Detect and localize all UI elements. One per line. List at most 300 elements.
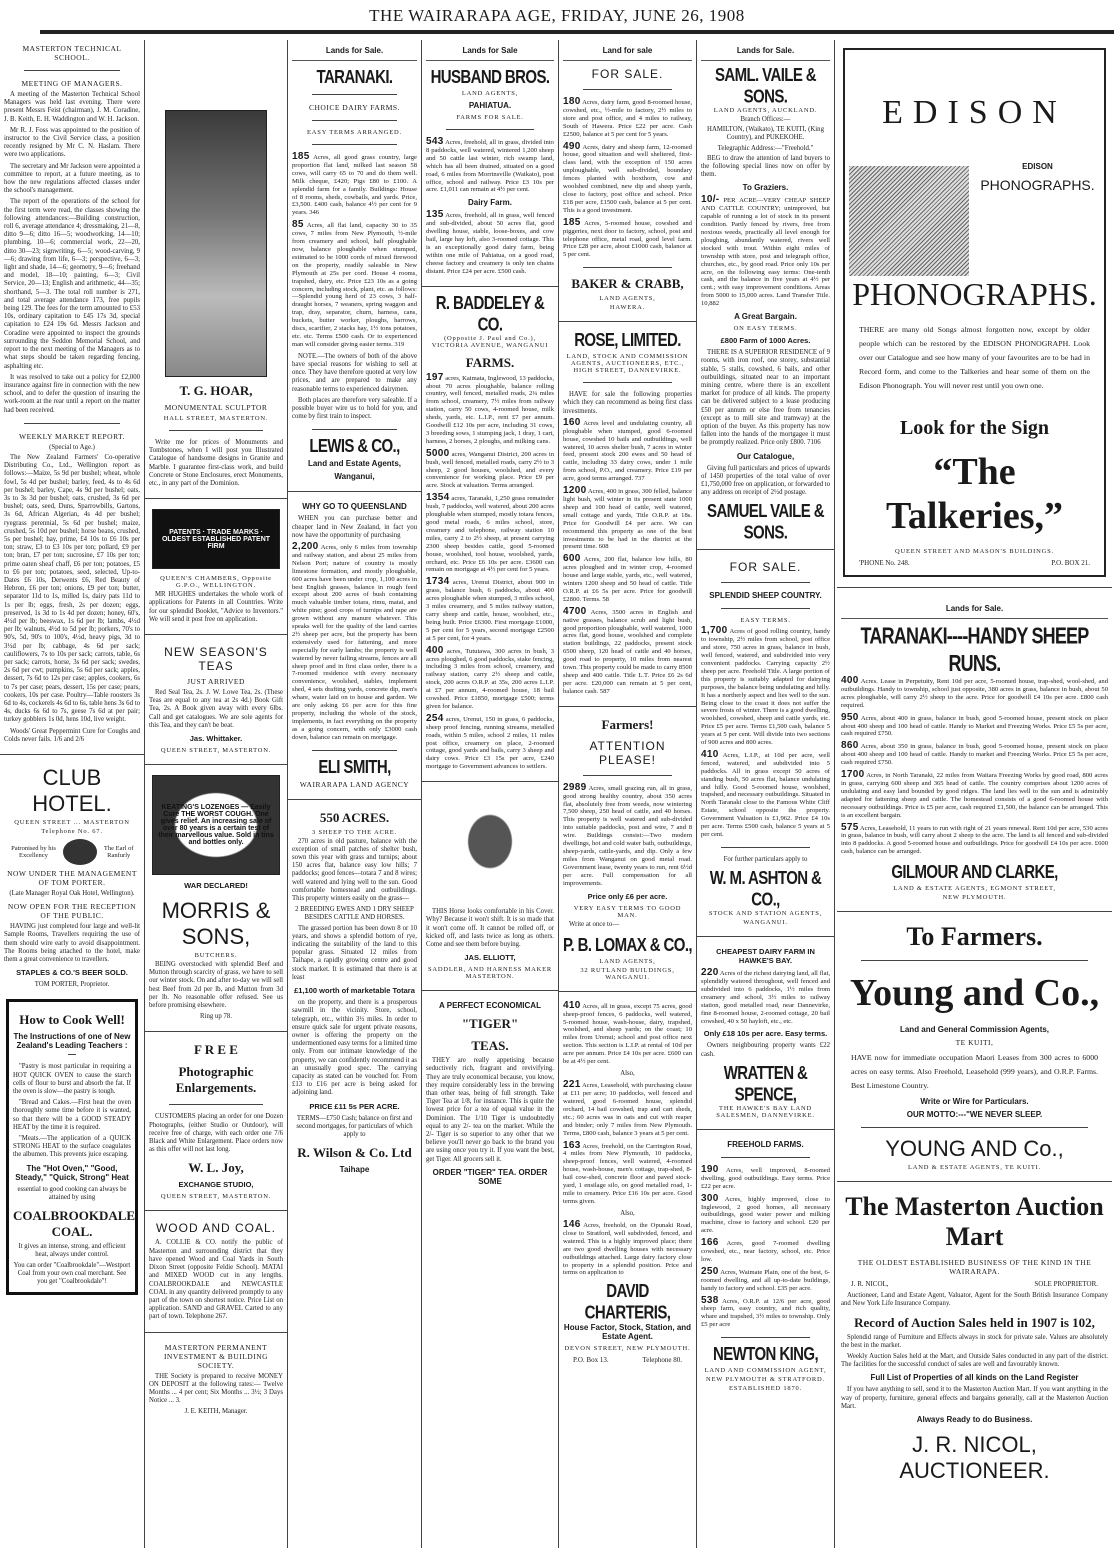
lot-listing bbox=[563, 140, 692, 215]
address-line: WANGANUI. bbox=[743, 919, 788, 927]
lot-description: Acres, about 350 in grass, balance in bush, good 5-roomed house, present stock on place about 400 sheep and 100 head of cattle. Handy to market and Freezing Works. Price £5 5s per acre, cash required £750. bbox=[841, 743, 1108, 767]
article-heading: NOW OPEN FOR THE RECEPTION OF THE PUBLIC. bbox=[7, 902, 137, 921]
subheading: EDISON bbox=[1022, 162, 1053, 171]
lot-listing bbox=[426, 644, 554, 711]
address-line: Telephone No. 67. bbox=[41, 828, 103, 836]
advertiser-name: SAMUEL VAILE & SONS. bbox=[707, 501, 824, 544]
lot-listing bbox=[701, 1192, 830, 1236]
lot-acreage: 410 bbox=[701, 748, 719, 760]
paragraph: WHEN you can purchase better and cheaper land in New Zealand, in fact you now have the opportunity of purchasing bbox=[292, 515, 417, 539]
info-left: J. R. NICOL, bbox=[851, 1280, 889, 1289]
lot-acreage: 254 bbox=[426, 712, 444, 724]
lot-listing bbox=[563, 1081, 692, 1137]
divider bbox=[422, 781, 558, 782]
info-row bbox=[859, 559, 1090, 567]
address-line: LAND & ESTATE AGENTS, EGMONT STREET, bbox=[893, 885, 1056, 893]
headline: NEW SEASON'S TEAS bbox=[164, 645, 268, 674]
paragraph: Write me for prices of Monuments and Tombstones, when I will post you Illustrated Catalogue of handsome designs in Granite and Marble. I guarantee first-class work, and build Concrete or Stone Enclosures, erect Monuments, etc., in any part of the Dominion. bbox=[149, 439, 283, 488]
lot-listing bbox=[701, 627, 830, 747]
lot-listing bbox=[841, 677, 1108, 710]
lot-acreage: 2,200 bbox=[292, 540, 319, 552]
divider bbox=[24, 423, 120, 424]
advert-headline: To Farmers. bbox=[906, 922, 1043, 952]
lot-acreage: 1354 bbox=[426, 492, 450, 504]
centered-text: 2 BREEDING EWES AND 1 DRY SHEEP BESIDES CATTLE AND HORSES. bbox=[295, 906, 414, 922]
advertiser-name: LEWIS & CO., bbox=[309, 436, 400, 458]
paragraph: HAVING just completed four large and well-lit Sample Rooms, Travellers requiring the use of them should wire early to avoid disappointment. The Rooms being attached to the hotel, make them a great convenience to travellers. bbox=[4, 923, 140, 964]
column-6 bbox=[697, 40, 835, 1548]
headline: PHONOGRAPHS. bbox=[980, 177, 1095, 193]
subheading: A PERFECT ECONOMICAL bbox=[439, 1001, 541, 1011]
address-line: NEW PLYMOUTH. bbox=[942, 894, 1007, 902]
subheading: Taihape bbox=[339, 1165, 370, 1175]
article-heading: MASTERTON TECHNICAL SCHOOL. bbox=[22, 44, 122, 62]
lot-acreage: 538 bbox=[701, 1294, 719, 1306]
lot-listing bbox=[701, 1265, 830, 1293]
paragraph: A meeting of the Masterton Technical School Managers was held last evening. There were present Messrs Feist (chairman), J. M. Coradine, J. B. Keith, E. H. Waddington and W. H. Jackson. bbox=[4, 91, 140, 123]
lot-acreage: 575 bbox=[841, 821, 859, 833]
divider bbox=[559, 991, 696, 992]
lot-description: acres, Taranaki, 1,250 grass remainder bush, 7 paddocks, well watered, about 200 acres ploughable when stumped, mostly totara fences, good metal roads, 6 miles school, store, creamery and telephone, railway station 10 miles, carry 2 to 2½ sheep, at present carrying 2300 sheep besides cattle, good 5-roomed house, woolshed, tool house, woolshed, yards, orchard, etc. Price £6 10s per acre. £3600 can remain on mortgage at 4½ per cent for 5 years. bbox=[426, 495, 554, 574]
lot-listing bbox=[563, 781, 692, 888]
lot-acreage: 190 bbox=[701, 1163, 719, 1175]
address-line: FARMS FOR SALE. bbox=[456, 114, 524, 121]
divider bbox=[145, 1031, 287, 1032]
address-line: DEVON STREET, NEW PLYMOUTH. bbox=[564, 1345, 691, 1353]
paragraph: BEING overstocked with splendid Beef and Mutton through scarcity of grass, we have to sell our winter stock. On and after to-day we will sell best Beef from 2d per lb, and Mutton from 3d per lb. No reasonable offer refused. See us before promising elsewhere. bbox=[149, 961, 283, 1010]
centered-text: It gives an intense, strong, and efficient heat, always under control. bbox=[18, 1243, 126, 1259]
address-line: VERY EASY TERMS TO GOOD MAN. bbox=[573, 904, 682, 919]
lot-acreage: 146 bbox=[563, 1218, 581, 1230]
address-line: NEW PLYMOUTH & STRATFORD. bbox=[706, 1376, 825, 1384]
lot-description: Acres, highly improved, close to Inglewood, 2 good homes, all necessary outbuildings, good water power and milking machine, close to factory and school. £20 per acre. bbox=[701, 1195, 830, 1235]
paragraph: THE Society is prepared to receive MONEY ON DEPOSIT at the following rates:— Twelve Months ... 4 per cent; Six Months ... 3½; 3 Days Notice ... 3. bbox=[149, 1372, 283, 1405]
divider bbox=[312, 94, 397, 95]
bold-line: Price only £6 per acre. bbox=[587, 891, 668, 901]
article-heading: TE KUITI, bbox=[955, 1038, 994, 1048]
lot-description: acres, Urenui, 150 in grass, 6 paddocks, sheep proof fencing, running streams, metalled roads, within 5 miles, school 2 miles, 11 miles post office, creamery on place, 2-roomed cottage, good yards and bails, carry 3 sheep and dairy cows. Price £3 15s per acre, £240 mortgage to Government advances to settlers. bbox=[426, 715, 554, 771]
divider bbox=[312, 429, 397, 430]
address-line: STOCK AND STATION AGENTS, bbox=[708, 910, 823, 918]
headline: F R E E bbox=[194, 1042, 238, 1058]
divider bbox=[837, 587, 1112, 588]
divider bbox=[697, 1129, 834, 1130]
lot-listing bbox=[563, 98, 692, 139]
divider bbox=[583, 267, 672, 268]
divider bbox=[837, 911, 1112, 912]
lot-acreage: 220 bbox=[701, 967, 719, 979]
lot-acreage: 5000 bbox=[426, 447, 450, 459]
advertiser-name: R. BADDELEY & CO. bbox=[435, 292, 545, 335]
address-line: (Opposite J. Paul and Co.), VICTORIA AVENUE, WANGANUI bbox=[431, 334, 549, 349]
divider bbox=[288, 799, 421, 800]
advertiser-name: TARANAKI. bbox=[316, 66, 393, 89]
headline: FOR SALE. bbox=[729, 560, 802, 575]
article-heading: WAIRARAPA LAND AGENCY bbox=[299, 779, 410, 789]
address-line: LAND AGENTS, bbox=[599, 957, 656, 965]
display-headline: PHONOGRAPHS. bbox=[852, 276, 1097, 312]
lot-listing bbox=[841, 771, 1108, 819]
centered-text: Also, bbox=[620, 1069, 635, 1077]
display-headline: “The Talkeries,” bbox=[886, 451, 1063, 537]
headline: W. L. Joy, bbox=[188, 1160, 244, 1176]
divider bbox=[697, 936, 834, 937]
lot-acreage: 135 bbox=[426, 209, 444, 221]
patron-right: The Earl of Ranfurly bbox=[103, 845, 134, 860]
paragraph: The New Zealand Farmers' Co-operative Distributing Co., Ltd., Wellington report as follows:—Maize, 5s 9d per bushel; wheat, whole fowl, 5s 4d per bushel; barley, feed, 4s to 4s 6d per bushel; barley, Cape, 4s 9d per bushel; oats, 3s to 3s 3d per bushel; oats, crushed, 3s 6d per bushel; oats, seed, Duns, Sparrowbills, Gartons, 3s 6d, African Algerian, 4s 4d per bushel; ryegrass perennial, 5s 6d per bushel; maize, crushed, 5s 10d per bushel; horse beans, crushed, 5s per bushel; hay, prime, £4 10s to £6 10s per ton; straw, £3 to £3 10s per ton; pollard, £9 per ton; bran, £7 per ton; sucrosine, £7 10s per ton; prime oaten sheaf chaff, £6 per ton; potatoes, £5 to £6 per ton; potatoes, seed, selected, Up-to-Dates £6 10s, Derwents £6, Red Beauty of Hebron, £6 per ton; onions, £9 per ton; butter, separator 11d to 1s, milled 1s, dairy pats 11d to 1s per lb; eggs, fresh, 2s per dozen; eggs, preserved, 1s 3d to 1s 4d per dozen; honey, 60's, 4½d per lb; beeswax, 1s 6d per lb; lambs, 4½d per lb; walnuts, 4½d to 5d per lb; porkers, 70's to 90's, 5d, 90's to 100's, 4½d, heavy pigs, 3d to 3½d per lb; cabbage, 4s 6d per sack; cauliflowers, 7s to 10s per sack; carrots, table, 6s per sack; carrots, horse, 3s 6d per sack; swedes, 2s 6d per cwt; pumpkins, 5s 6d per sack; apples, dessert, 7s 6d to 12s per case; apples, cookers, 6s to 7s per case; pears, dessert, 15s per case; pears, cookers, 10s per case. Poultry—Table roosters 3s 6d to 4s, cockerels 4s 6d to 6s, table hens 3s 6d to 4s, ducks 6s 6d to 7s, geese 7s 6d at per pair; turkey gobblers 1s 0d, hens 10d, live weight. bbox=[4, 453, 140, 724]
info-right: SOLE PROPRIETOR. bbox=[1034, 1280, 1098, 1289]
patron-left: Patronised by his Excellency bbox=[11, 845, 56, 860]
paragraph: Giving full particulars and prices of upwards of 1450 properties of the total value of over £1,750,000 free on application, or forwarded to any address on receipt of 2½d postage. bbox=[701, 464, 830, 497]
subheading: WHY GO TO QUEENSLAND bbox=[302, 502, 407, 512]
bold-line: EXCHANGE STUDIO, bbox=[178, 1180, 254, 1190]
lot-acreage: 250 bbox=[701, 1265, 719, 1277]
divider bbox=[721, 1157, 810, 1158]
address-line: QUEEN STREET, MASTERTON. bbox=[160, 747, 272, 755]
lot-description: Acres, small grazing run, all in grass, good strong healthy country, about 350 acres flat, absolutely free from weeds, now wintering 7,500 sheep, 250 head of cattle, and 40 horses. This property is well watered and sub-divided into suitable paddocks, post and wire, 7 and 8 wire. Buildings consist:—Two modern dwellings, hot and cold water bath, outbuildings, sheep-yards, cattle-yards, and dip. Only a few miles from Wanganui on good metal road. Government lease, twenty years to run, rent 6½d per acre. Full compensation for all improvements. bbox=[563, 784, 692, 887]
lot-description: Acres, Waimate Plain, one of the best, 6-roomed dwelling, and all up-to-date buildings, handy to factory and school. £35 per acre. bbox=[701, 1268, 830, 1292]
section-label: Lands for Sale. bbox=[841, 598, 1108, 619]
paragraph: HAVE for sale the following properties which they can recommend as being first class investments. bbox=[563, 391, 692, 415]
info-right: Telephone 80. bbox=[642, 1356, 682, 1365]
advertiser-name: DAVID CHARTERIS, bbox=[584, 1281, 671, 1324]
divider bbox=[697, 549, 834, 550]
lot-acreage: 166 bbox=[701, 1237, 719, 1249]
keatings-lozenges-ad: KEATING'S LOZENGES — Easily Cure THE WORST COUGH. One gives relief. An increasing sale of over 80 years is a certain test of their marvellous value. Sold in tins and bottles only. bbox=[152, 775, 280, 875]
lot-listing bbox=[426, 447, 554, 491]
lot-listing bbox=[701, 196, 830, 308]
address-line: QUEEN STREET ... MASTERTON bbox=[14, 819, 130, 827]
paragraph: THIS Horse looks comfortable in his Cover. Why? Because it won't shift. It is so made that it won't come off. It cannot be rolled off, or kicked off, and lasts twice as long as others. Come and see them before buying. bbox=[426, 908, 554, 948]
lot-description: Acres, 400 in grass, 300 felled, balance light bush, will winter in its present state 1000 sheep and 100 head of cattle, well watered, small cottage and yards, Title O.R.P. at 18s. Price for Goodwill £4 per acre. We can recommend this property as one of the best investments to be had in the district at the present time. 608 bbox=[563, 488, 692, 551]
lot-description: acres, Wanganui District, 200 acres in bush, well fenced, metalled roads, carry 2½ to 3 sheep, 2 good houses, woolshed, and every convenience for working place. Price £9 per acre. Stock at valuation. Terms arranged. bbox=[426, 450, 554, 490]
lot-description: Acres, L.I.P., at 10d per acre, well fenced, watered, and subdivided into 5 paddocks. All in grass except 50 acres of standing bush, 50 acres flat, balance undulating and hilly. Good 5-roomed house, woolshed, trapshed, and necessary outbuildings. Situated in North Taranaki close to the Famous White Cliff Estate, school opposite the property. Government Valuation is £1,962. Price £4 10s per acre. Terms £500 cash, balance 5 years at 5 per cent. bbox=[701, 751, 830, 839]
advertiser-name: ROSE, LIMITED. bbox=[574, 330, 681, 352]
paragraph: Splendid range of Furniture and Effects always in stock for private sale. Values are absolutely the best in the market. bbox=[841, 1333, 1108, 1349]
royal-crest-icon bbox=[63, 839, 97, 865]
subheading: Dairy Farm. bbox=[467, 198, 513, 208]
headline: Record of Auction Sales held in 1907 is 102, bbox=[854, 1314, 1095, 1330]
centered-text: Ring up 78. bbox=[200, 1013, 232, 1021]
lot-listing bbox=[292, 540, 417, 742]
divider bbox=[837, 1181, 1112, 1182]
lot-listing bbox=[841, 821, 1108, 857]
subheading: Write or Wire for Particulars. bbox=[920, 1097, 1029, 1107]
centered-text: For further particulars apply to bbox=[723, 855, 808, 863]
headline: Look for the Sign bbox=[899, 417, 1050, 439]
info-left: P.O. Box 13. bbox=[573, 1356, 609, 1365]
address-line: BUTCHERS. bbox=[194, 952, 238, 960]
divider bbox=[559, 706, 696, 707]
article-heading: MONUMENTAL SCULPTOR bbox=[164, 403, 268, 412]
divider bbox=[861, 1127, 1088, 1128]
newspaper-masthead: THE WAIRARAPA AGE, FRIDAY, JUNE 26, 1908 bbox=[369, 6, 745, 25]
lot-description: Acres, all in grass, except 75 acres, good sheep-proof fences, 6 paddocks, well watered, 5-roomed house, wash-house, dairy, trapshed, woolshed, and sheep yards; on the coast; 10 miles from Urenui; school and post office next section. This section is L.I.P. at rental of 10d per acre per annum. Price £4 10s per acre. £600 can be at 4½ per cent. bbox=[563, 1002, 692, 1066]
lot-acreage: 1700 bbox=[841, 769, 865, 781]
lot-listing bbox=[563, 216, 692, 260]
column-7 bbox=[835, 40, 1114, 1548]
centered-text: HAMILTON, (Waikato), TE KUITI, (King Country), and PUKEKOHE. bbox=[707, 126, 824, 142]
centered-text: Branch Offices:— bbox=[740, 116, 791, 123]
lot-acreage: 163 bbox=[563, 1139, 581, 1151]
lot-acreage: 185 bbox=[563, 216, 581, 228]
lot-listing bbox=[841, 711, 1108, 739]
divider bbox=[721, 847, 810, 848]
paragraph: The report of the operations of the school for the first term were read, the classes showing the following attendances:—Building construction, roll 6, average attendance 4; dressmaking, 21—8, ditto 9—6; ditto 16—5; woodworking, 14—10; plumbing, 10—6; commercial work, 22—20, ditto 30—23; signwriting, 6—5; wood-carving, 9—6; drawing from life, 6—3; perspective, 6—3; light and shade, 14—6; geometry, 9—6; freehand and model, 18—10; painting, 6—3; Civil Service, 20—13; English and arithmetic, 44—35; shorthand, 5—3. The total roll number is 271, and total average attendance 173, free pupils being 129. The fees for the term amounted to £53 10s, ordinary capitation to £45 17s 3d, special capitation to £24 19s 6d. Messrs Jackson and Coradine were appointed to inspect the grounds surrounding the Seddon Memorial School, and report to the next meeting of the Managers as to what steps should be taken regarding fencing, asphalting etc. bbox=[4, 198, 140, 370]
lot-listing bbox=[563, 487, 692, 551]
paragraph: THERE are many old Songs almost forgotten now, except by older people which can be restored by the EDISON PHONOGRAPH. Look over our Catalogue and see how many of your favourites are to be had in Record form, and come to the Talkeries and hear some of them on the Edison Phonograph. You will never rest until you own one. bbox=[859, 325, 1090, 390]
paragraph: Both places are therefore very saleable. If a possible buyer wire us to hold for you, and come by first train to inspect. bbox=[292, 396, 417, 421]
bold-line: CHEAPEST DAIRY FARM IN HAWKE'S BAY. bbox=[716, 947, 815, 966]
advertiser-name: CLUB HOTEL. bbox=[32, 765, 112, 817]
column-3 bbox=[288, 40, 422, 1548]
paragraph: The grassed portion has been down 8 or 10 years, and shows a splendid bottom of rye, indicating the suitability of the land to this popular grass. Situated 12 miles from Taihape, a rapidly growing centre and good stock market. It is estimated that there is at least bbox=[292, 924, 417, 981]
lot-acreage: 10/- bbox=[701, 194, 720, 206]
section-label: Lands for Sale bbox=[426, 40, 554, 61]
divider bbox=[446, 129, 534, 130]
divider bbox=[559, 321, 696, 322]
paragraph: THEY are really appetising because seductively rich, fragrant and revivifying. They are truly economical because, you know, they require considerably less in the brewing than other teas, being of full strength. Take Tiger Tea at 1/8, for instance. This is quite the lowest price for a tea of equal value in the Dominion. The 1/10 Tiger is undoubtedly equal to any 2/- tea on the market. While the 2/- Tiger is so superior to any other that we believe you'll never go back to the brand you are using once you try it. If you want the best, get Tiger. All grocers sell it. bbox=[426, 1057, 554, 1163]
subheading: ORDER "TIGER" TEA. ORDER SOME bbox=[432, 1167, 548, 1186]
lot-listing bbox=[292, 153, 417, 217]
paragraph: "Pastry is most particular in requiring a HOT QUICK OVEN to cause the starch cells of flour to burst and absorb the fat. If the oven is slow—the pastry is tough. bbox=[13, 1063, 131, 1096]
address-line: QUEEN STREET AND MASON'S BUILDINGS. bbox=[895, 548, 1054, 555]
lot-acreage: 490 bbox=[563, 140, 581, 152]
advertiser-name: MORRIS & SONS, bbox=[161, 898, 271, 950]
lot-acreage: 410 bbox=[563, 999, 581, 1011]
lot-listing bbox=[426, 211, 554, 275]
lot-description: Acres, dairy and sheep farm, 12-roomed house, good situation and well sheltered, first-class land, with the exception of 150 acres unploughable, well sub-divided, boundary fences planted with boxthorn, cow and woolshed combined, new dip and sheep yards, close to factory, post office and school. Price £18 per acre, £1500 cash, balance at 5 per cent. This is a good investment. bbox=[563, 143, 692, 214]
subheading: To Graziers. bbox=[742, 183, 789, 193]
subheading: Always Ready to do Business. bbox=[916, 1414, 1033, 1424]
divider bbox=[422, 286, 558, 287]
divider bbox=[583, 382, 672, 383]
lot-acreage: 400 bbox=[841, 675, 859, 686]
headline: "TIGER" bbox=[461, 1016, 519, 1032]
lot-listing bbox=[563, 605, 692, 696]
headline: TEAS. bbox=[471, 1038, 509, 1054]
address-line: QUEEN STREET, MASTERTON. bbox=[160, 1193, 272, 1201]
bold-line: STAPLES & CO.'S BEER SOLD. bbox=[16, 968, 128, 978]
coalbrookdale-advertisement bbox=[6, 999, 138, 1295]
lot-description: Acres, good 7-roomed dwelling cowshed, etc., near factory, school, etc. Price low. bbox=[701, 1240, 830, 1263]
paragraph: A. COLLIE & CO. notify the public of Masterton and surrounding district that they have opened Wood and Coal Yards in South Dixon Street (opposite Feldie School). MATAI and MIXED WOOD cut in any lengths. COALBROOKDALE and NEWCASTLE COAL in any quantity delivered promptly to any part of the town on shortest notice. Price List on application. SAND and GRAVEL Carted to any part of town. Telephone 267. bbox=[149, 1239, 283, 1321]
lot-description: Acres, Leasehold, with purchasing clause at £11 per acre; 10 paddocks, well fenced and watered, good 6-roomed house, splendid orchard, 14 bail cowshed, trap and cart sheds, etc.; 60 acres was in oats and cut with reaper and binder; only 7 miles from New Plymouth. Terms, £800 cash, balance 3 years at 5 per cent. bbox=[563, 1082, 692, 1137]
centered-text: essential to good cooking can always be attained by using bbox=[17, 1185, 127, 1201]
lot-description: acres, Urenui District, about 900 in grass, balance bush, 6 paddocks, about 400 acres ploughable when stumped, 3 miles school, 3 miles creamery, and 5 miles railway station, carry sheep and cattle, house, woolshed, etc., being built. Price £6300. First mortgage £1000, 5 per cent for 5 years, second mortgage £2500 at 5 per cent, for 4 years. bbox=[426, 579, 554, 642]
paragraph: Write at once to— bbox=[569, 920, 620, 928]
centered-text: TERMS—£750 Cash; balance on first and second mortgages, for particulars of which apply to bbox=[296, 1114, 413, 1138]
lot-description: Acres, about 400 in grass, balance in bush, good 5-roomed house, present stock on place about 400 sheep and 100 head of cattle. Handy to Market and Freezing Works. Price £5 5s per acre, cash required £750. bbox=[841, 714, 1108, 738]
paragraph: Owners neighbouring property wants £22 cash. bbox=[701, 1042, 830, 1058]
centered-text: J. E. KEITH, Manager. bbox=[184, 1408, 248, 1416]
divider bbox=[169, 430, 263, 431]
lot-listing bbox=[701, 1294, 830, 1330]
lot-listing bbox=[701, 748, 830, 839]
lot-acreage: 160 bbox=[563, 416, 581, 428]
paragraph: Weekly Auction Sales held at the Mart, and Outside Sales conducted in any part of the district. The facilities for the successful conduct of sales are well and favourably known. bbox=[841, 1352, 1108, 1369]
subheading: Land and Estate Agents, bbox=[307, 459, 402, 469]
lot-description: PER ACRE—VERY CHEAP SHEEP AND CATTLE COUNTRY; unimproved, but capable of running a lot of stock in its present condition. Partly fenced by rivers, free from noxious weeds, practically all level enough for ploughing, abundantly watered, rivers well stocked with trout. Within eight miles of township with store, post and telegraph office, churches, etc., by good road. Price only 10s per acre, on the following easy terms: One-tenth cash, and the balance in five years at 4½ per cent.; with easy improvement conditions. Areas from 5000 to 15,000 acres. Land Transfer Title. 10,882 bbox=[701, 197, 830, 308]
headline: WOOD AND COAL. bbox=[155, 1221, 276, 1236]
address-line: LAND, STOCK AND COMMISSION AGENTS, AUCTIONEERS, ETC., HIGH STREET, DANNEVIRKE. bbox=[566, 353, 689, 375]
advert-headline: The Masterton Auction Mart bbox=[845, 1192, 1104, 1252]
paragraph: Mr R. J. Foss was appointed to the position of instructor to the Civil Service class, a position recently resigned by Mr C. N. Haslam. There were two applications. bbox=[4, 126, 140, 159]
info-row bbox=[573, 1356, 682, 1364]
edison-advertisement bbox=[843, 48, 1106, 577]
address-line: ON EASY TERMS. bbox=[733, 325, 798, 333]
lot-acreage: 400 bbox=[426, 644, 444, 656]
address-line: LAND AGENTS, bbox=[461, 90, 519, 97]
headline: BAKER & CRABB, bbox=[571, 276, 684, 292]
lot-description: Acres, well improved, 8-roomed dwelling, good outbuildings. Easy terms. Price £22 per acre. bbox=[701, 1166, 830, 1190]
lot-listing bbox=[426, 712, 554, 771]
lot-listing bbox=[701, 1239, 830, 1264]
divider bbox=[312, 750, 397, 751]
lot-acreage: 1734 bbox=[426, 576, 450, 588]
advertiser-name: W. M. ASHTON & CO., bbox=[709, 867, 822, 911]
divider bbox=[288, 491, 421, 492]
lot-description: Acres of good rolling country, handy to township, 2½ miles from school, post office and store, 750 acres in grass, balance in bush, well fenced, watered, and subdivided into very convenient paddocks. Carrying capacity 2½ sheep per acre. Freehold Title. A large portion of this property is suitably adapted for dairying purposes, the balance being undulating and hilly. It has a northerly aspect and lies well to the sun. Being close to the coast it does not suffer the severe frosts of winter. There is a good dwelling, woolshed, cowshed, sheep and cattle yards, etc. Price £5 per acre. Terms £1,500 cash, balance 5 years at 5 per cent. Will divide into two sections of 900 acres and 800 acres. bbox=[701, 628, 830, 747]
column-4 bbox=[422, 40, 559, 1548]
lot-description: Acres, 3500 acres in English and native grasses, balance scrub and light bush, good proportion ploughable, well watered, 1000 acres flat, good house, woolshed and complete station buildings, 22 paddocks, present stock 6500 sheep, 120 head of cattle and 40 horses, good road to property, 10 miles from nearest town. This property could be made to carry 8500 sheep and 400 cattle. Title L.T. Price £6 2s 6d per acre. £20,000 can remain at 5 per cent, balance cash. 587 bbox=[563, 608, 692, 695]
info-left: 'PHONE No. 248. bbox=[859, 559, 910, 567]
paragraph: Red Seal Tea, 2s. J. W. Lowe Tea, 2s. (These Teas are equal to any tea at 2s 4d.) Book Gift Tea, 2s. A Book given away with every 6lbs. Call and get catalogues. We are sole agents for this Tea, and they can't be beat. bbox=[149, 689, 283, 729]
centered-text: TOM PORTER, Proprietor. bbox=[34, 981, 110, 989]
paragraph: MR HUGHES undertakes the whole work of applications for Patents in all Countries. Write for our splendid Booklet, "Advice to Inventors." We will send it post free on application. bbox=[149, 591, 283, 623]
address-line: SADDLER, AND HARNESS MAKER MASTERTON. bbox=[427, 966, 553, 981]
subheading: SPLENDID SHEEP COUNTRY. bbox=[709, 591, 822, 601]
advertiser-name: HUSBAND BROS. bbox=[430, 66, 550, 89]
subheading: Wanganui, bbox=[334, 472, 375, 482]
divider bbox=[312, 120, 397, 121]
lot-listing bbox=[563, 1139, 692, 1206]
bold-line: £800 Farm of 1000 Acres. bbox=[720, 336, 811, 346]
address-line: ESTABLISHED 1870. bbox=[728, 1385, 803, 1393]
horse-cover-illustration bbox=[440, 792, 540, 902]
bold-line: Jas. Whittaker. bbox=[189, 734, 243, 744]
subheading: House Factor, Stock, Station, and Estate Agent. bbox=[563, 1323, 692, 1342]
headline: Photographic Enlargements. bbox=[175, 1064, 257, 1096]
centered-text: (Late Manager Royal Oak Hotel, Wellington). bbox=[9, 890, 135, 898]
divider bbox=[861, 960, 1088, 961]
bold-line: £1,100 worth of marketable Totara bbox=[294, 986, 415, 996]
lot-description: Acres of the richest dairying land, all flat, splendidly watered throughout, well fenced and subdivided into 6 paddocks, 1½ miles from creamery and school, 3½ miles to railway station, good metalled road, near Dannevirke, fine 8-roomed house, 2-roomed cottage, 20 bail cowshed, 40 x 50 hayloft, etc., etc. bbox=[701, 970, 830, 1025]
divider bbox=[169, 1104, 263, 1105]
lot-acreage: 4700 bbox=[563, 605, 587, 617]
advert-headline: TARANAKI----HANDY SHEEP RUNS. bbox=[860, 622, 1089, 676]
subheading: FREEHOLD FARMS. bbox=[727, 1139, 804, 1149]
advertiser-name: SAML. VAILE & SONS. bbox=[714, 64, 817, 108]
lot-description: Acres, freehold, all in grass, divided into 8 paddocks, well watered, wintered 1,200 sheep and 50 cattle last winter, rich swamp land, which has all been drained, situated on a good road, 6 miles from Morrinsville (Waikato), post office, school and railway. Price £3 10s per acre. £1,011 can remain at 4½ per cent. bbox=[426, 139, 554, 194]
address-line: THE HAWKE'S BAY LAND SALESMEN, DANNEVIRKE. bbox=[716, 1104, 815, 1119]
column-1 bbox=[0, 40, 145, 1548]
centered-text: (Special to Age.) bbox=[49, 443, 95, 451]
article-heading: CHOICE DAIRY FARMS. bbox=[309, 103, 400, 112]
centered-text: Telegraphic Address:—"Freehold." bbox=[717, 144, 814, 152]
masthead-rule bbox=[40, 30, 1114, 34]
section-label: Land for sale bbox=[563, 40, 692, 61]
address-line: LAND & ESTATE AGENTS, TE KUITI. bbox=[907, 1164, 1042, 1172]
address-line: LAND AGENTS, bbox=[599, 295, 656, 303]
info-right: P.O. BOX 21. bbox=[1051, 559, 1090, 567]
lot-description: Acres, 200 flat, balance low hills, 80 acres ploughed and in winter crop, 4-roomed house and large stable, yards, etc., well watered, winters 1200 sheep and 50 head of cattle. Title O.R.P. at £6 5s per acre. Price for goodwill £2800. Terms. 58 bbox=[563, 556, 692, 603]
lot-acreage: 2989 bbox=[563, 781, 587, 793]
address-line: EASY TERMS. bbox=[740, 617, 791, 625]
headline: Farmers! bbox=[601, 716, 654, 732]
advertiser-name: NEWTON KING, bbox=[712, 1344, 819, 1366]
lot-description: acres, Tututawa, 300 acres in bush, 3 acres ploughed, 6 good paddocks, stake fencing, including 3 miles from school, creamery, and railway station, carry 2½ sheep and cattle, stock, 200 acres O.R.P. at 35s, 200 acres L.I.P. at £7 per annum, 4-roomed house, 18 bail cowshed. Price £1850, mortgage £500; terms given for balance. bbox=[426, 647, 554, 710]
headline: FOR SALE. bbox=[591, 67, 664, 81]
address-line: QUEEN'S CHAMBERS, Opposite G.P.O., WELLINGTON. bbox=[160, 575, 272, 590]
divider bbox=[145, 634, 287, 635]
lot-acreage: 950 bbox=[841, 711, 859, 723]
paragraph: BEG to draw the attention of land buyers to the following special lines now on offer by them. bbox=[701, 154, 830, 179]
advertiser-name: GILMOUR AND CLARKE, bbox=[891, 862, 1058, 884]
lot-description: Acres, Leasehold, 11 years to run with right of 21 years renewal. Rent 10d per acre, 530 acres in grass, balance in bush, will carry about 2 sheep to the acre. The land is all fenced and sub-divided into 8 paddocks. A good 5-roomed house and outbuildings. Price for goodwill £4 10s per acre. £600 cash, balance can be arranged. bbox=[841, 824, 1108, 856]
paragraph: It was resolved to take out a policy for £2,000 insurance against fire in connection with the new school, and to defer the question of insuring the work-room at the rear until a report on the matter had been received. bbox=[4, 373, 140, 414]
advertiser-name: ELI SMITH, bbox=[318, 756, 391, 778]
article-heading: NOW UNDER THE MANAGEMENT OF TOM PORTER. bbox=[7, 869, 137, 888]
centered-text: Also, bbox=[620, 1209, 635, 1217]
lot-acreage: 197 bbox=[426, 371, 444, 383]
headline: COALBROOKDALE COAL. bbox=[13, 1208, 136, 1240]
divider bbox=[583, 89, 672, 90]
lot-listing bbox=[701, 1163, 830, 1191]
lot-listing bbox=[563, 1218, 692, 1277]
display-headline: Young and Co., bbox=[849, 972, 1100, 1015]
divider bbox=[145, 1210, 287, 1211]
brand-title: EDISON bbox=[882, 94, 1067, 131]
lot-acreage: 185 bbox=[292, 151, 310, 162]
column-2 bbox=[145, 40, 288, 1548]
lot-description: Acres, 5-roomed house, cowshed and piggeries, next door to factory, school, post and telephone office, metal road, good level farm. Price £28 per acre, about £1000 cash, balance at 5 per cent. bbox=[563, 219, 692, 259]
subheading: OUR MOTTO:---"WE NEVER SLEEP. bbox=[906, 1110, 1043, 1120]
lot-acreage: 1,700 bbox=[701, 625, 728, 637]
subheading: The Instructions of one of New Zealand's Leading Teachers :— bbox=[13, 1032, 131, 1060]
paragraph: 270 acres in old pasture, balance with the exception of small patches of shelter bush, sown this year with grass and turnips; about 150 acres flat, balance easy low hills; 7 paddocks; good fences—totara 7 and 8 wires; well watered and lying well to the sun. Good comfortable homestead and outbuildings. This property winters easily on the grass— bbox=[292, 837, 417, 903]
lot-description: Acres, freehold, on the Opunaki Road, close to Stratford, well subdivided, fenced, and watered. This is a highly improved place; there are two good dwelling houses with necessary outbuildings attached. Large dairy factory close to property in a splendid position. Price and terms on application to bbox=[563, 1221, 692, 1277]
lot-listing bbox=[701, 969, 830, 1025]
article-heading: JUST ARRIVED bbox=[187, 677, 245, 687]
divider bbox=[583, 775, 672, 776]
divider bbox=[0, 754, 144, 755]
bold-line: PRICE £11 5s PER ACRE. bbox=[309, 1101, 400, 1111]
advertiser-name: WRATTEN & SPENCE, bbox=[723, 1062, 808, 1106]
lot-description: Acres, freehold, on the Carrington Road, 4 miles from New Plymouth, 10 paddocks, sheep-proof fences, well watered, 4-roomed house, wash-house, men's cottage, trap-shed, 8-bail cow-shed, concrete floor and paved stock-yard, 1 ensilage silo, on good metalled road, 1-mile to creamery. Price £16 10s per acre. Good terms given. bbox=[563, 1142, 692, 1205]
subheading: The "Hot Oven," "Good, Steady," "Quick, Strong" Heat bbox=[15, 1163, 129, 1182]
article-heading: MEETING OF MANAGERS. bbox=[21, 79, 123, 88]
headline: How to Cook Well! bbox=[19, 1012, 125, 1028]
address-line: HAWERA. bbox=[609, 304, 646, 312]
paragraph: Woods' Great Peppermint Cure for Coughs and Colds never fails. 1/6 and 2/6 bbox=[4, 727, 140, 743]
bold-line: Only £18 10s per acre. Easy terms. bbox=[703, 1029, 828, 1039]
headline: T. G. HOAR, bbox=[179, 383, 253, 398]
lot-description: acres, Kaimata, Inglewood, 13 paddocks, about 70 acres ploughable, balance rolling country, well fenced, metalled roads, 2¼ miles from school, creamery, 7½ miles from railway station, carry 50 cows, 4-roomed house, milk sheds, yards, etc. L.I.P., rent £7 per annum. Goodwill £12 10s per acre, including 31 cows, 3 breeding sows, 1 stumping jack, 1 dray, 1 cart, harness, 2 horses, 2 ploughs, and milking cans. bbox=[426, 374, 555, 445]
lot-description: Acres, dairy farm, good 8-roomed house, cowshed, etc., ½-mile to factory, 2½ miles to store and post office, and 4 miles to railway, South of Hawera. Price £22 per acre. Cash £2500, balance at 5 per cent for 5 years. bbox=[563, 99, 692, 138]
paragraph: The secretary and Mr Jackson were appointed a committee to report, at a future meeting, as to how the new regulations affected classes under the school's management. bbox=[4, 162, 140, 195]
paragraph: NOTE.—The owners of both of the above have special reasons for wishing to sell at once. They have therefore quoted at very low prices, and are prepared to make any reasonable terms to experienced dairymen. bbox=[292, 352, 417, 393]
section-label: Lands for Sale. bbox=[292, 40, 417, 61]
address-line: HALL STREET, MASTERTON. bbox=[163, 415, 269, 422]
address-line: 3 SHEEP TO THE ACRE. bbox=[312, 828, 397, 836]
paragraph: THERE IS A SUPERIOR RESIDENCE of 9 rooms, with iron roof, one storey, substantial stable, 5 stalls, cowshed, 6 bails, and other outbuildings, situated near to an important mining centre, where there is an excellent market for produce of all kinds. The property can be delivered subject to a lease producing £50 per annum or else free from tenancies (except as to mill site and tramway) at the option of the buyer. As this property has now fallen into the hands of the mortgagee it must be promptly realized. Price only £800. 7106 bbox=[701, 349, 830, 447]
paragraph: CUSTOMERS placing an order for one Dozen Photographs, (either Studio or Outdoor), will receive free of charge, with each order one 7/6 Black and White Enlargement. Place orders now as this offer will not last long. bbox=[149, 1113, 283, 1154]
divider bbox=[422, 990, 558, 991]
lot-acreage: 300 bbox=[701, 1192, 719, 1204]
headline: R. Wilson & Co. Ltd bbox=[297, 1145, 412, 1161]
lot-listing bbox=[563, 999, 692, 1066]
